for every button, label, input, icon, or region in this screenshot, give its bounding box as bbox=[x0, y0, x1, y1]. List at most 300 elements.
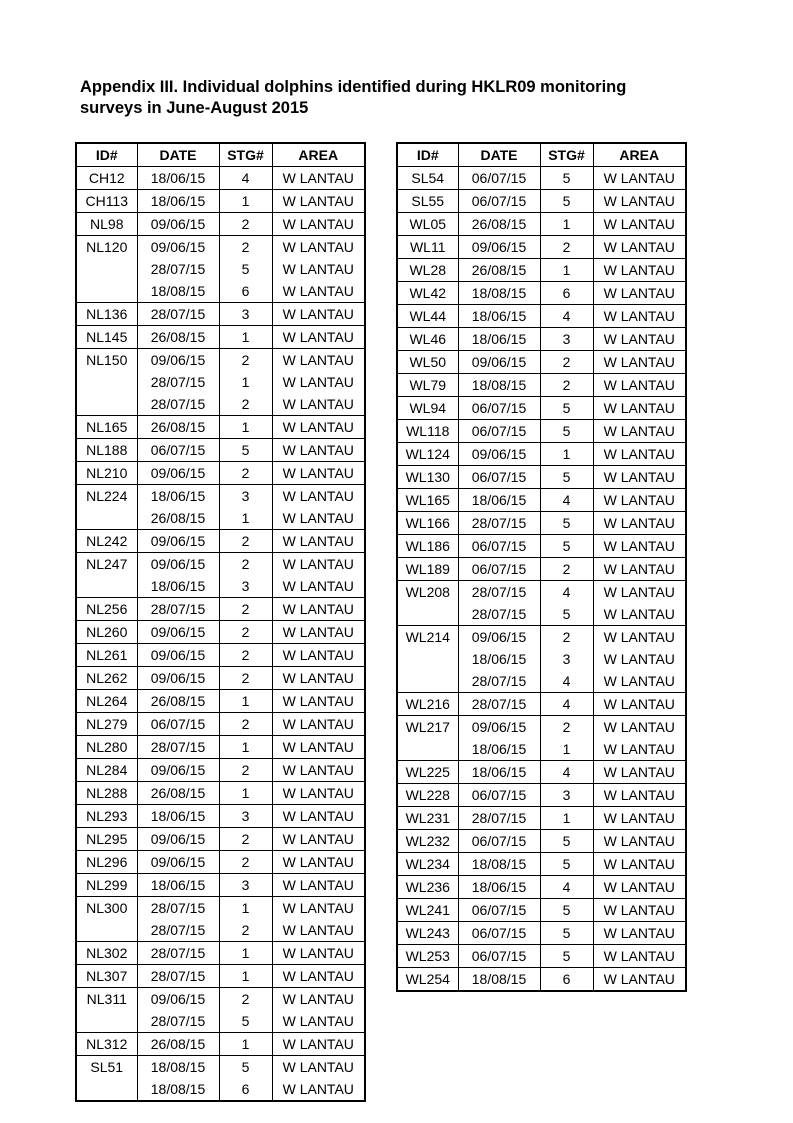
cell-date: 28/07/15 bbox=[137, 736, 219, 759]
cell-stage: 5 bbox=[219, 1056, 272, 1079]
cell-stage: 2 bbox=[219, 988, 272, 1011]
cell-id: NL247 bbox=[76, 553, 137, 576]
table-row bbox=[76, 530, 365, 553]
table-row bbox=[76, 736, 365, 759]
table-row bbox=[397, 558, 686, 581]
cell-stage: 5 bbox=[540, 603, 593, 626]
cell-id: SL55 bbox=[397, 190, 458, 213]
cell-stage: 5 bbox=[540, 512, 593, 535]
cell-area: W LANTAU bbox=[272, 897, 365, 920]
cell-area: W LANTAU bbox=[272, 236, 365, 259]
cell-id: WL165 bbox=[397, 489, 458, 512]
cell-id: CH12 bbox=[88, 170, 125, 186]
cell-area: W LANTAU bbox=[593, 581, 686, 604]
cell-id: WL189 bbox=[397, 558, 458, 581]
cell-date: 09/06/15 bbox=[137, 759, 219, 782]
cell-date: 26/08/15 bbox=[137, 507, 219, 530]
cell-date: 18/08/15 bbox=[458, 374, 540, 397]
cell-stage: 5 bbox=[540, 190, 593, 213]
cell-id bbox=[76, 1010, 137, 1033]
cell-area: W LANTAU bbox=[272, 213, 365, 236]
table-row bbox=[397, 716, 686, 739]
table-row bbox=[397, 190, 686, 213]
cell-stage: 6 bbox=[219, 280, 272, 303]
cell-area: W LANTAU bbox=[593, 830, 686, 853]
header-date: DATE bbox=[137, 143, 219, 167]
cell-stage: 1 bbox=[219, 326, 272, 349]
cell-date: 06/07/15 bbox=[458, 466, 540, 489]
cell-stage: 2 bbox=[540, 558, 593, 581]
cell-id bbox=[76, 919, 137, 942]
cell-id: NL136 bbox=[76, 303, 137, 326]
table-row bbox=[76, 553, 365, 576]
cell-stage: 5 bbox=[540, 830, 593, 853]
cell-date: 09/06/15 bbox=[137, 553, 219, 576]
cell-id bbox=[397, 670, 458, 693]
cell-id bbox=[76, 371, 137, 393]
cell-area: W LANTAU bbox=[272, 1010, 365, 1033]
cell-area: W LANTAU bbox=[593, 512, 686, 535]
cell-id: NL307 bbox=[76, 965, 137, 988]
cell-area: W LANTAU bbox=[272, 965, 365, 988]
cell-area: W LANTAU bbox=[272, 851, 365, 874]
cell-date: 28/07/15 bbox=[137, 258, 219, 280]
dolphin-table-right bbox=[396, 142, 687, 992]
table-row bbox=[397, 670, 686, 693]
table-row bbox=[76, 416, 365, 439]
cell-id bbox=[76, 393, 137, 416]
cell-date: 09/06/15 bbox=[137, 530, 219, 553]
cell-area: W LANTAU bbox=[593, 466, 686, 489]
cell-area: W LANTAU bbox=[593, 968, 686, 991]
cell-date: 06/07/15 bbox=[458, 190, 540, 213]
cell-date: 18/06/15 bbox=[458, 876, 540, 899]
cell-stage: 2 bbox=[540, 351, 593, 374]
cell-date: 06/07/15 bbox=[458, 397, 540, 420]
cell-area: W LANTAU bbox=[593, 670, 686, 693]
cell-date: 09/06/15 bbox=[137, 349, 219, 372]
table-row bbox=[397, 581, 686, 604]
table-row bbox=[397, 922, 686, 945]
empty-cell bbox=[219, 1100, 272, 1101]
table-row bbox=[76, 1056, 365, 1079]
cell-id: WL243 bbox=[397, 922, 458, 945]
table-row bbox=[76, 782, 365, 805]
table-row bbox=[76, 897, 365, 920]
cell-stage: 2 bbox=[219, 553, 272, 576]
cell-stage: 4 bbox=[540, 761, 593, 784]
cell-date: 18/06/15 bbox=[137, 190, 219, 213]
cell-area: W LANTAU bbox=[593, 603, 686, 626]
cell-stage: 2 bbox=[219, 213, 272, 236]
cell-date: 09/06/15 bbox=[137, 213, 219, 236]
table-row bbox=[76, 598, 365, 621]
table-row bbox=[76, 280, 365, 303]
cell-stage: 3 bbox=[540, 328, 593, 351]
cell-id: WL130 bbox=[397, 466, 458, 489]
cell-id: WL124 bbox=[397, 443, 458, 466]
cell-id: NL260 bbox=[76, 621, 137, 644]
cell-area: W LANTAU bbox=[272, 485, 365, 508]
cell-area: W LANTAU bbox=[593, 716, 686, 739]
cell-stage: 2 bbox=[219, 598, 272, 621]
header-stage: STG# bbox=[540, 143, 593, 167]
cell-area: W LANTAU bbox=[272, 621, 365, 644]
cell-id: NL311 bbox=[76, 988, 137, 1011]
cell-area: W LANTAU bbox=[272, 736, 365, 759]
cell-stage: 1 bbox=[540, 213, 593, 236]
cell-stage: 2 bbox=[219, 713, 272, 736]
table-row bbox=[397, 648, 686, 670]
cell-date: 09/06/15 bbox=[137, 851, 219, 874]
cell-id: WL11 bbox=[397, 236, 458, 259]
cell-stage: 4 bbox=[540, 489, 593, 512]
cell-id: WL50 bbox=[397, 351, 458, 374]
cell-id: NL150 bbox=[76, 349, 137, 372]
table-row bbox=[397, 328, 686, 351]
cell-stage: 1 bbox=[540, 443, 593, 466]
cell-stage: 3 bbox=[219, 874, 272, 897]
cell-date: 26/08/15 bbox=[137, 326, 219, 349]
cell-id: NL98 bbox=[76, 213, 137, 236]
cell-date: 28/07/15 bbox=[458, 603, 540, 626]
cell-area: W LANTAU bbox=[593, 648, 686, 670]
cell-stage: 4 bbox=[540, 305, 593, 328]
table-row bbox=[76, 213, 365, 236]
cell-area: W LANTAU bbox=[272, 280, 365, 303]
cell-id bbox=[76, 280, 137, 303]
cell-stage: 5 bbox=[540, 945, 593, 968]
cell-date: 18/08/15 bbox=[137, 1078, 219, 1100]
table-row bbox=[397, 807, 686, 830]
cell-area: W LANTAU bbox=[593, 213, 686, 236]
cell-date: 28/07/15 bbox=[137, 965, 219, 988]
cell-area: W LANTAU bbox=[593, 761, 686, 784]
cell-stage: 4 bbox=[219, 167, 272, 190]
cell-id bbox=[76, 258, 137, 280]
cell-date: 18/06/15 bbox=[458, 648, 540, 670]
empty-cell bbox=[540, 990, 593, 991]
cell-id: WL94 bbox=[397, 397, 458, 420]
cell-stage: 1 bbox=[540, 807, 593, 830]
cell-date: 28/07/15 bbox=[137, 393, 219, 416]
cell-stage: 4 bbox=[540, 670, 593, 693]
cell-area: W LANTAU bbox=[272, 805, 365, 828]
cell-stage: 2 bbox=[219, 236, 272, 259]
cell-id: WL216 bbox=[397, 693, 458, 716]
cell-stage: 1 bbox=[219, 690, 272, 713]
cell-area: W LANTAU bbox=[272, 553, 365, 576]
table-row bbox=[397, 213, 686, 236]
cell-date: 28/07/15 bbox=[137, 897, 219, 920]
cell-area: W LANTAU bbox=[593, 535, 686, 558]
cell-id: WL214 bbox=[397, 626, 458, 649]
cell-date: 09/06/15 bbox=[137, 621, 219, 644]
cell-area: W LANTAU bbox=[272, 713, 365, 736]
cell-stage: 1 bbox=[219, 736, 272, 759]
cell-stage: 2 bbox=[219, 759, 272, 782]
cell-id: WL231 bbox=[397, 807, 458, 830]
cell-id: WL79 bbox=[397, 374, 458, 397]
cell-area: W LANTAU bbox=[593, 853, 686, 876]
page-title bbox=[80, 77, 720, 119]
table-row bbox=[76, 1010, 365, 1033]
header-id: ID# bbox=[76, 143, 137, 167]
header-area: AREA bbox=[272, 143, 365, 167]
table-row bbox=[397, 830, 686, 853]
cell-stage: 5 bbox=[219, 1010, 272, 1033]
cell-stage: 5 bbox=[540, 466, 593, 489]
cell-stage: 1 bbox=[219, 897, 272, 920]
cell-date: 28/07/15 bbox=[137, 598, 219, 621]
empty-cell bbox=[137, 1100, 219, 1101]
cell-id bbox=[76, 575, 137, 598]
cell-date: 06/07/15 bbox=[458, 784, 540, 807]
cell-date: 18/06/15 bbox=[137, 575, 219, 598]
table-row bbox=[76, 1033, 365, 1056]
table-row bbox=[397, 374, 686, 397]
empty-cell bbox=[458, 990, 540, 991]
cell-stage: 1 bbox=[219, 1033, 272, 1056]
cell-date: 28/07/15 bbox=[458, 670, 540, 693]
cell-id: WL166 bbox=[397, 512, 458, 535]
cell-id: NL256 bbox=[76, 598, 137, 621]
table-row bbox=[76, 644, 365, 667]
cell-date: 09/06/15 bbox=[458, 236, 540, 259]
table-filler-row bbox=[76, 1100, 365, 1101]
table-row bbox=[76, 236, 365, 259]
cell-id: NL299 bbox=[76, 874, 137, 897]
cell-stage: 2 bbox=[219, 621, 272, 644]
table-row bbox=[76, 485, 365, 508]
cell-stage: 2 bbox=[219, 349, 272, 372]
cell-id: WL44 bbox=[397, 305, 458, 328]
table-row bbox=[76, 690, 365, 713]
table-row bbox=[76, 965, 365, 988]
cell-date: 28/07/15 bbox=[137, 942, 219, 965]
cell-date: 26/08/15 bbox=[137, 416, 219, 439]
cell-area: W LANTAU bbox=[272, 530, 365, 553]
cell-area: W LANTAU bbox=[272, 782, 365, 805]
cell-id bbox=[397, 603, 458, 626]
table-filler-row bbox=[397, 990, 686, 991]
cell-stage: 2 bbox=[540, 626, 593, 649]
cell-stage: 5 bbox=[540, 397, 593, 420]
cell-area: W LANTAU bbox=[593, 693, 686, 716]
header-area: AREA bbox=[593, 143, 686, 167]
cell-area: W LANTAU bbox=[272, 167, 365, 190]
table-row bbox=[397, 466, 686, 489]
table-row bbox=[76, 828, 365, 851]
table-row bbox=[397, 305, 686, 328]
table-row bbox=[397, 167, 686, 190]
table-row bbox=[397, 443, 686, 466]
cell-stage: 2 bbox=[540, 716, 593, 739]
cell-area: W LANTAU bbox=[593, 190, 686, 213]
table-row bbox=[397, 626, 686, 649]
cell-stage: 4 bbox=[540, 693, 593, 716]
table-row bbox=[76, 874, 365, 897]
cell-id bbox=[76, 507, 137, 530]
cell-date: 06/07/15 bbox=[458, 420, 540, 443]
cell-date: 18/08/15 bbox=[458, 968, 540, 991]
cell-id: WL217 bbox=[397, 716, 458, 739]
cell-area: W LANTAU bbox=[272, 507, 365, 530]
cell-date: 26/08/15 bbox=[137, 690, 219, 713]
cell-area: W LANTAU bbox=[272, 988, 365, 1011]
cell-date: 28/07/15 bbox=[458, 512, 540, 535]
cell-stage: 2 bbox=[219, 667, 272, 690]
cell-date: 18/06/15 bbox=[137, 485, 219, 508]
cell-id: NL242 bbox=[76, 530, 137, 553]
empty-cell bbox=[76, 1100, 137, 1101]
table-row bbox=[397, 282, 686, 305]
cell-stage: 4 bbox=[540, 876, 593, 899]
cell-id: WL241 bbox=[397, 899, 458, 922]
table-row bbox=[397, 945, 686, 968]
cell-id: WL234 bbox=[397, 853, 458, 876]
table-row bbox=[76, 393, 365, 416]
cell-area: W LANTAU bbox=[593, 282, 686, 305]
table-row bbox=[76, 258, 365, 280]
cell-stage: 5 bbox=[540, 922, 593, 945]
cell-area: W LANTAU bbox=[593, 236, 686, 259]
cell-stage: 2 bbox=[540, 236, 593, 259]
cell-stage: 1 bbox=[219, 371, 272, 393]
cell-area: W LANTAU bbox=[593, 945, 686, 968]
cell-stage: 1 bbox=[219, 942, 272, 965]
cell-area: W LANTAU bbox=[272, 942, 365, 965]
table-row bbox=[397, 535, 686, 558]
cell-stage: 1 bbox=[219, 507, 272, 530]
cell-date: 09/06/15 bbox=[137, 462, 219, 485]
cell-id: WL118 bbox=[397, 420, 458, 443]
table-row bbox=[76, 575, 365, 598]
header-stage: STG# bbox=[219, 143, 272, 167]
table-row bbox=[397, 876, 686, 899]
cell-date: 06/07/15 bbox=[458, 830, 540, 853]
cell-area: W LANTAU bbox=[593, 489, 686, 512]
empty-cell bbox=[397, 990, 458, 991]
cell-id: NL261 bbox=[76, 644, 137, 667]
cell-area: W LANTAU bbox=[593, 374, 686, 397]
cell-id: WL225 bbox=[397, 761, 458, 784]
cell-area: W LANTAU bbox=[272, 326, 365, 349]
cell-date: 28/07/15 bbox=[458, 693, 540, 716]
table-row bbox=[76, 1078, 365, 1100]
cell-date: 09/06/15 bbox=[137, 828, 219, 851]
cell-stage: 5 bbox=[540, 420, 593, 443]
cell-area: W LANTAU bbox=[272, 1078, 365, 1100]
table-row bbox=[76, 942, 365, 965]
table-row bbox=[76, 190, 365, 213]
cell-date: 18/08/15 bbox=[137, 280, 219, 303]
cell-stage: 5 bbox=[540, 899, 593, 922]
cell-stage: 6 bbox=[540, 968, 593, 991]
cell-area: W LANTAU bbox=[593, 899, 686, 922]
cell-id: NL302 bbox=[76, 942, 137, 965]
empty-cell bbox=[593, 990, 686, 991]
cell-area: W LANTAU bbox=[593, 167, 686, 190]
cell-date: 09/06/15 bbox=[458, 716, 540, 739]
table-header-row bbox=[76, 143, 365, 167]
cell-id: NL284 bbox=[76, 759, 137, 782]
cell-date: 18/06/15 bbox=[458, 305, 540, 328]
table-row bbox=[76, 851, 365, 874]
cell-stage: 2 bbox=[219, 851, 272, 874]
title-line-2: surveys in June-August 2015 bbox=[80, 99, 309, 117]
cell-id: WL254 bbox=[397, 968, 458, 991]
cell-date: 18/06/15 bbox=[137, 805, 219, 828]
cell-area: W LANTAU bbox=[593, 443, 686, 466]
table-row bbox=[397, 489, 686, 512]
cell-date: 28/07/15 bbox=[137, 1010, 219, 1033]
cell-stage: 1 bbox=[219, 190, 272, 213]
cell-date: 18/06/15 bbox=[458, 328, 540, 351]
cell-id: WL208 bbox=[397, 581, 458, 604]
cell-id: NL280 bbox=[76, 736, 137, 759]
cell-id: WL232 bbox=[397, 830, 458, 853]
cell-stage: 3 bbox=[219, 303, 272, 326]
table-row bbox=[397, 738, 686, 761]
table-row bbox=[397, 853, 686, 876]
cell-stage: 2 bbox=[219, 644, 272, 667]
cell-area: W LANTAU bbox=[272, 393, 365, 416]
cell-stage: 5 bbox=[540, 535, 593, 558]
cell-area: W LANTAU bbox=[272, 690, 365, 713]
cell-date: 18/06/15 bbox=[137, 167, 219, 190]
cell-stage: 5 bbox=[540, 167, 593, 190]
cell-area: W LANTAU bbox=[593, 738, 686, 761]
cell-stage: 2 bbox=[219, 919, 272, 942]
cell-area: W LANTAU bbox=[593, 784, 686, 807]
cell-stage: 3 bbox=[219, 805, 272, 828]
cell-date: 09/06/15 bbox=[137, 236, 219, 259]
table-row bbox=[76, 462, 365, 485]
cell-id: WL28 bbox=[397, 259, 458, 282]
cell-date: 09/06/15 bbox=[458, 626, 540, 649]
cell-date: 09/06/15 bbox=[137, 988, 219, 1011]
cell-date: 06/07/15 bbox=[137, 439, 219, 462]
cell-area: W LANTAU bbox=[593, 420, 686, 443]
table-row bbox=[76, 713, 365, 736]
header-id: ID# bbox=[397, 143, 458, 167]
cell-area: W LANTAU bbox=[272, 828, 365, 851]
table-row bbox=[397, 761, 686, 784]
table-row bbox=[76, 303, 365, 326]
table-row bbox=[397, 968, 686, 991]
cell-date: 09/06/15 bbox=[458, 443, 540, 466]
header-date: DATE bbox=[458, 143, 540, 167]
cell-area: W LANTAU bbox=[593, 328, 686, 351]
cell-area: W LANTAU bbox=[272, 874, 365, 897]
table-row bbox=[76, 621, 365, 644]
title-line-1: Appendix III. Individual dolphins identified during HKLR09 monitoring bbox=[80, 78, 627, 96]
cell-area: W LANTAU bbox=[272, 759, 365, 782]
cell-date: 18/08/15 bbox=[458, 282, 540, 305]
table-row bbox=[397, 693, 686, 716]
cell-stage: 1 bbox=[219, 782, 272, 805]
cell-area: W LANTAU bbox=[272, 439, 365, 462]
table-row bbox=[397, 603, 686, 626]
cell-stage: 1 bbox=[219, 965, 272, 988]
cell-area: W LANTAU bbox=[272, 644, 365, 667]
table-row bbox=[76, 667, 365, 690]
cell-stage: 3 bbox=[219, 575, 272, 598]
cell-stage: 5 bbox=[540, 853, 593, 876]
cell-area: W LANTAU bbox=[593, 397, 686, 420]
cell-id: SL51 bbox=[76, 1056, 137, 1079]
